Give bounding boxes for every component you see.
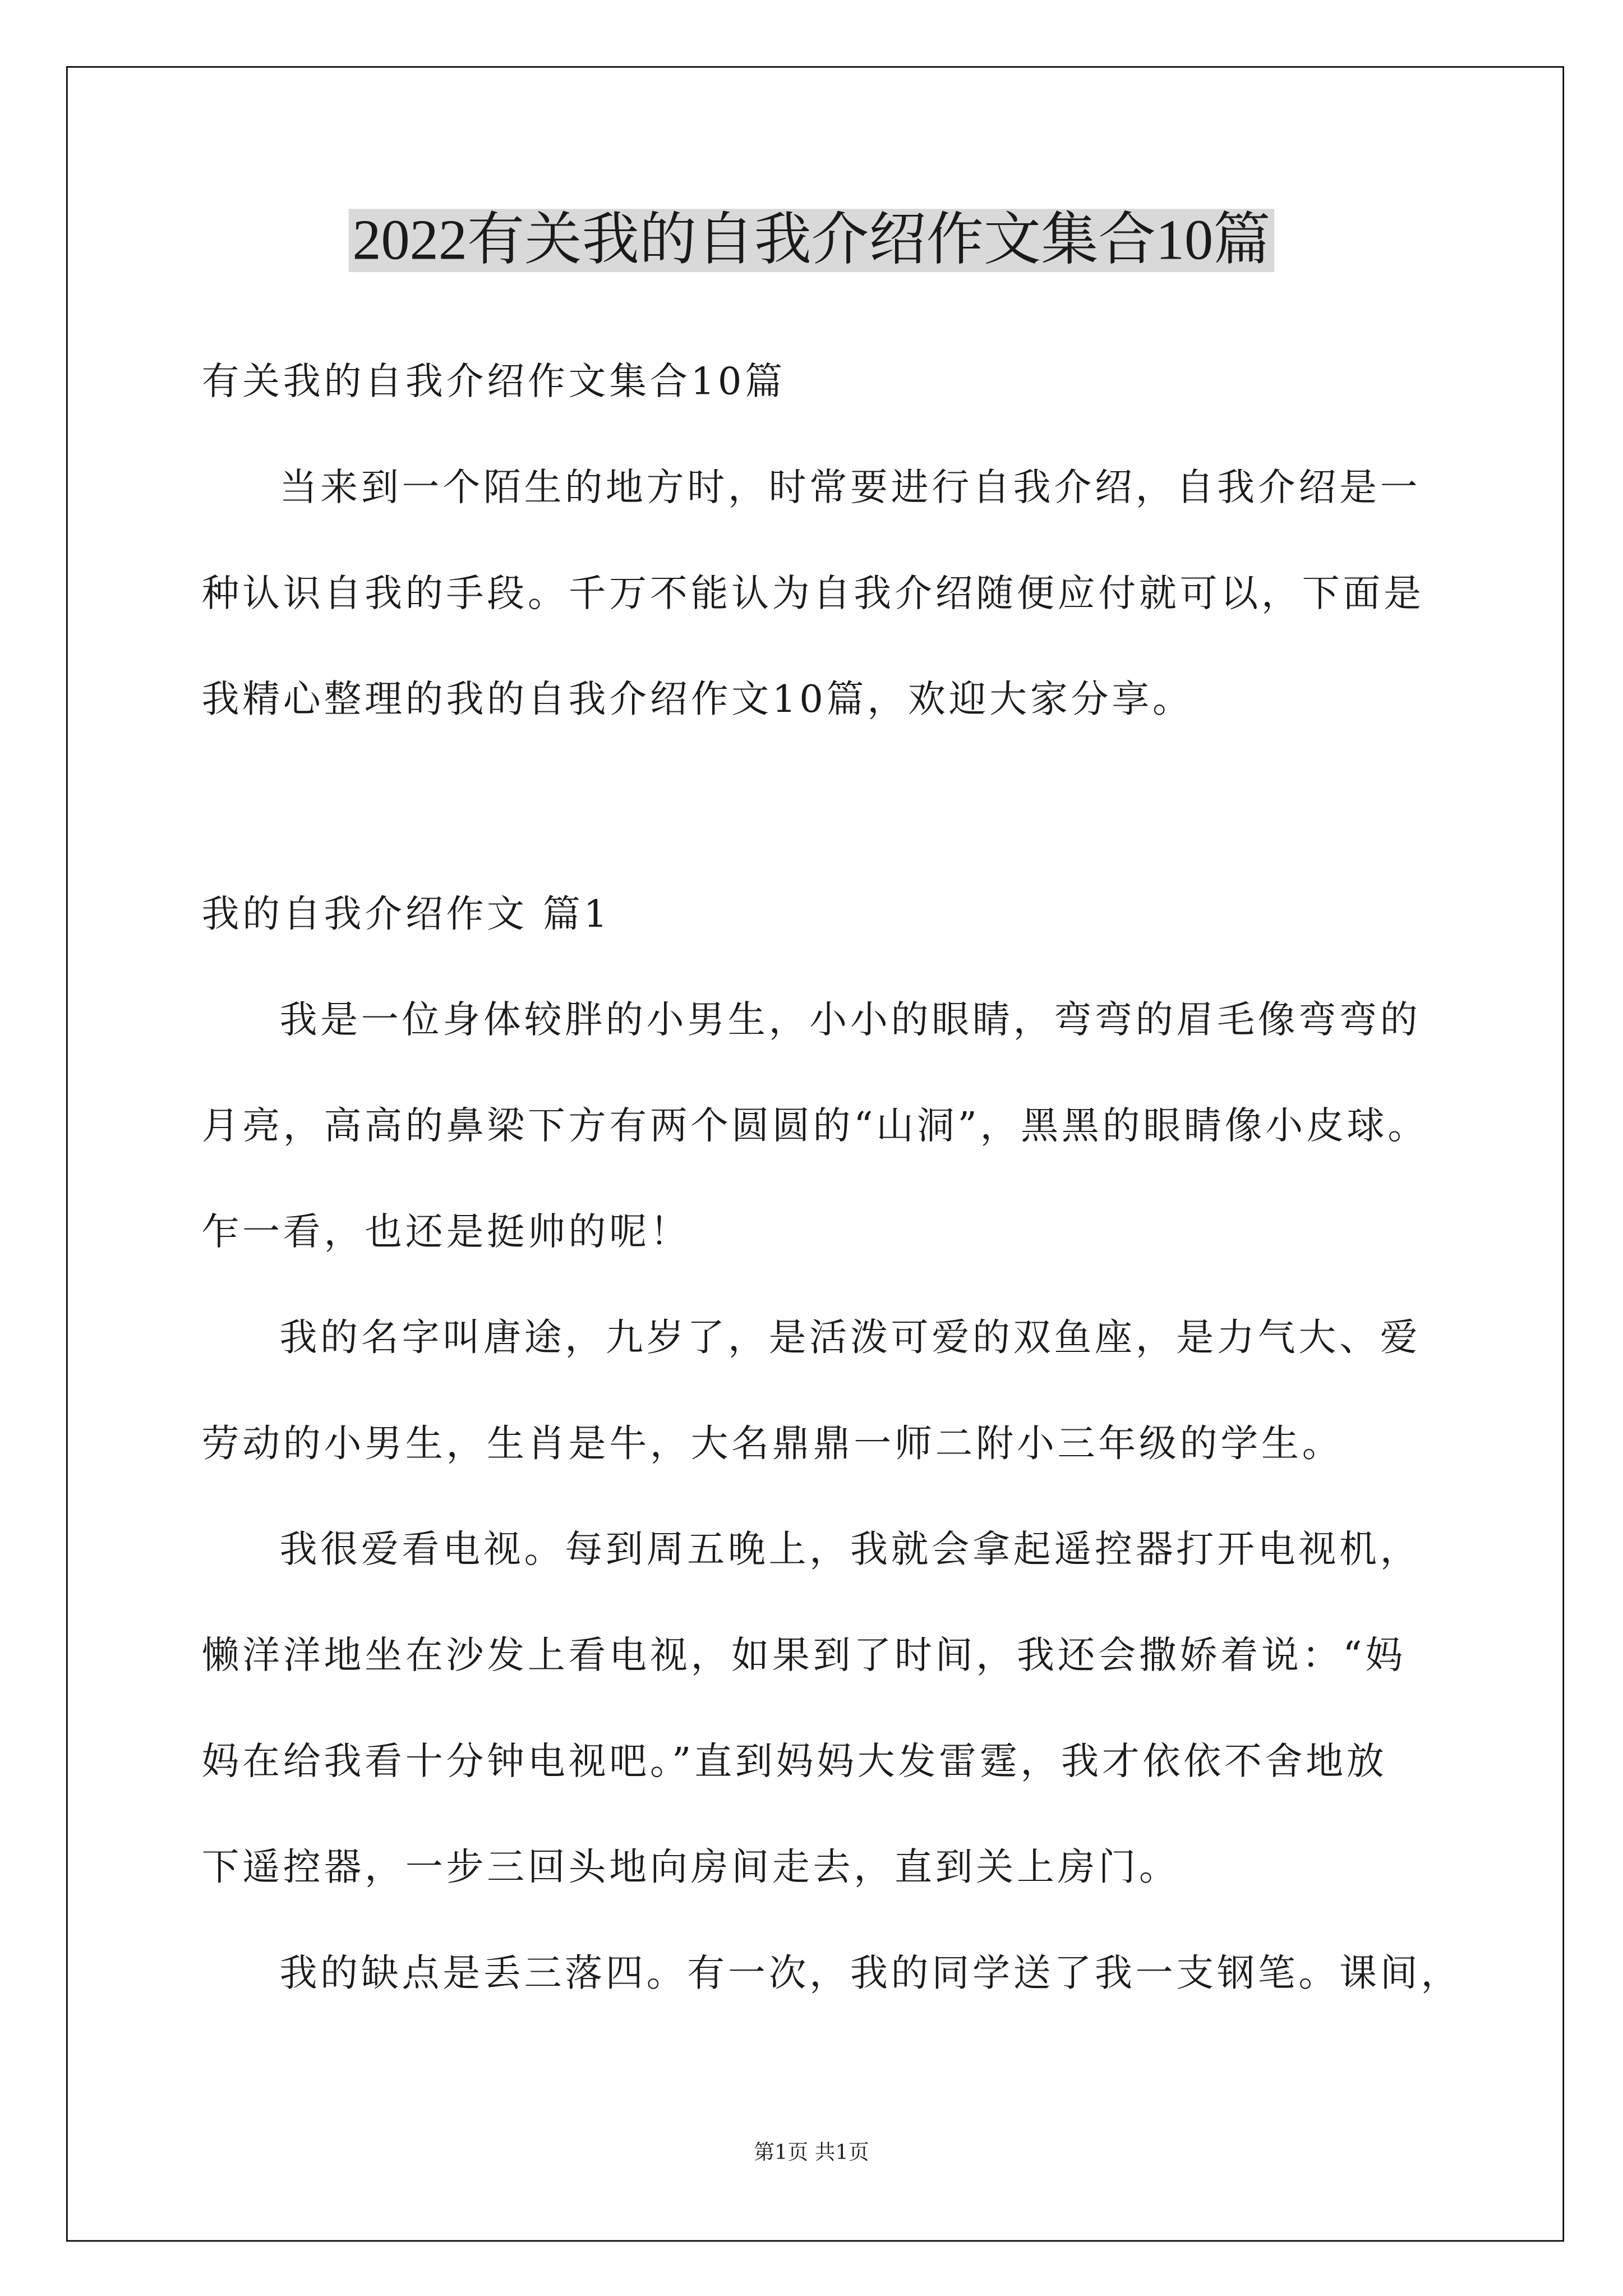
paragraph-line: 妈在给我看十分钟电视吧。”直到妈妈大发雷霆，我才依依不舍地放 — [201, 1740, 1387, 1784]
paragraph-line: 我的名字叫唐途，九岁了，是活泼可爱的双鱼座，是力气大、爱 — [279, 1316, 1421, 1361]
paragraph-line: 懒洋洋地坐在沙发上看电视，如果到了时间，我还会撒娇着说：“妈 — [201, 1634, 1407, 1678]
section-heading: 我的自我介绍作文 篇1 — [201, 892, 611, 937]
paragraph-line: 下遥控器，一步三回头地向房间走去，直到关上房门。 — [201, 1846, 1180, 1890]
paragraph-line: 月亮，高高的鼻梁下方有两个圆圆的“山洞”，黑黑的眼睛像小皮球。 — [201, 1105, 1429, 1149]
intro-line: 我精心整理的我的自我介绍作文10篇，欢迎大家分享。 — [201, 678, 1193, 723]
subtitle: 有关我的自我介绍作文集合10篇 — [201, 360, 786, 405]
page-footer: 第1页 共1页 — [754, 2141, 869, 2165]
title-text: 2022有关我的自我介绍作文集合10篇 — [349, 209, 1274, 272]
paragraph-line: 乍一看，也还是挺帅的呢！ — [201, 1210, 691, 1255]
paragraph-line: 我的缺点是丢三落四。有一次，我的同学送了我一支钢笔。课间， — [279, 1952, 1462, 1996]
intro-line: 当来到一个陌生的地方时，时常要进行自我介绍，自我介绍是一 — [279, 466, 1421, 510]
document-title — [0, 200, 1623, 283]
intro-line: 种认识自我的手段。千万不能认为自我介绍随便应付就可以，下面是 — [201, 572, 1424, 616]
paragraph-line: 我很爱看电视。每到周五晚上，我就会拿起遥控器打开电视机， — [279, 1528, 1421, 1573]
paragraph-line: 我是一位身体较胖的小男生，小小的眼睛，弯弯的眉毛像弯弯的 — [279, 999, 1421, 1043]
paragraph-line: 劳动的小男生，生肖是牛，大名鼎鼎一师二附小三年级的学生。 — [201, 1422, 1343, 1467]
